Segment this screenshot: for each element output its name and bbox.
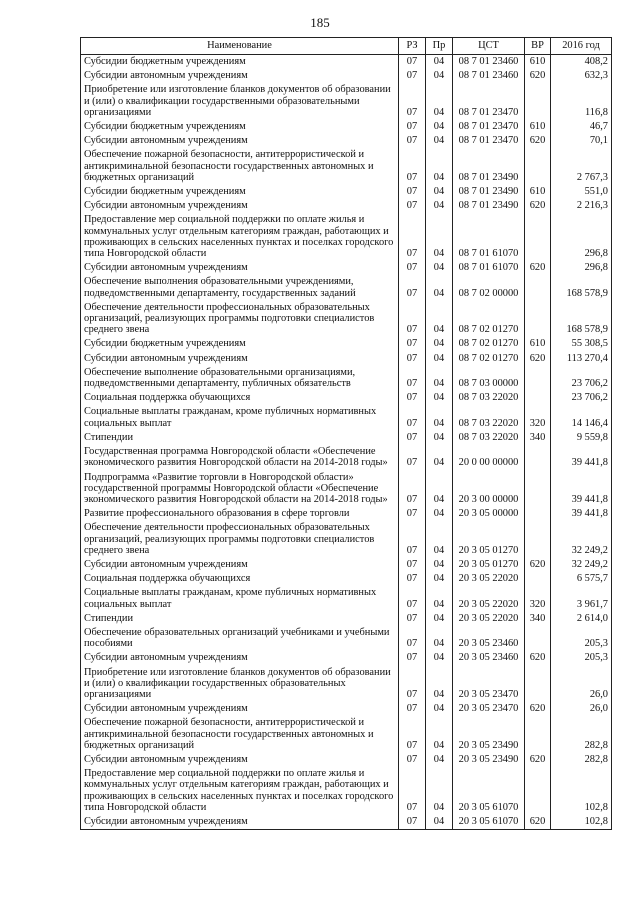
table-row xyxy=(81,612,612,626)
row-name: Субсидии автономным учреждениям xyxy=(81,69,399,83)
row-pr: 04 xyxy=(426,366,453,391)
row-pr: 04 xyxy=(426,558,453,572)
row-cst: 20 3 05 22020 xyxy=(453,612,525,626)
row-rz: 07 xyxy=(399,366,426,391)
table-row xyxy=(81,651,612,665)
row-sum: 32 249,2 xyxy=(551,521,612,558)
row-vr: 610 xyxy=(525,185,551,199)
row-pr: 04 xyxy=(426,55,453,70)
table-row xyxy=(81,767,612,815)
row-name: Социальные выплаты гражданам, кроме публичных нормативных социальных выплат xyxy=(81,586,399,611)
row-name: Социальная поддержка обучающихся xyxy=(81,391,399,405)
row-rz: 07 xyxy=(399,815,426,830)
row-cst: 08 7 01 23470 xyxy=(453,83,525,120)
row-name: Социальная поддержка обучающихся xyxy=(81,572,399,586)
row-name: Стипендии xyxy=(81,612,399,626)
row-cst: 08 7 01 61070 xyxy=(453,213,525,261)
row-rz: 07 xyxy=(399,69,426,83)
row-sum: 205,3 xyxy=(551,651,612,665)
row-cst: 08 7 01 23460 xyxy=(453,69,525,83)
table-row xyxy=(81,716,612,753)
row-vr xyxy=(525,626,551,651)
row-cst: 20 3 05 23470 xyxy=(453,702,525,716)
row-vr: 320 xyxy=(525,586,551,611)
row-pr: 04 xyxy=(426,445,453,470)
row-cst: 20 3 05 23460 xyxy=(453,651,525,665)
table-row xyxy=(81,352,612,366)
row-sum: 39 441,8 xyxy=(551,507,612,521)
row-sum: 3 961,7 xyxy=(551,586,612,611)
row-name: Предоставление мер социальной поддержки по оплате жилья и коммунальных услуг отдельным категориям граждан, работающих и проживающих в сельских населенных пунктах и поселках городского типа Новгородской области xyxy=(81,767,399,815)
row-name: Обеспечение образовательных организаций учебниками и учебными пособиями xyxy=(81,626,399,651)
row-pr: 04 xyxy=(426,69,453,83)
row-name: Стипендии xyxy=(81,431,399,445)
row-name: Субсидии автономным учреждениям xyxy=(81,651,399,665)
table-row xyxy=(81,134,612,148)
row-vr xyxy=(525,445,551,470)
header-cst: ЦСТ xyxy=(453,38,525,55)
row-cst: 20 3 05 23460 xyxy=(453,626,525,651)
row-cst: 08 7 03 22020 xyxy=(453,405,525,430)
table-row xyxy=(81,445,612,470)
row-pr: 04 xyxy=(426,185,453,199)
row-name: Обеспечение выполнения образовательными учреждениями, подведомственными департаменту, государственных заданий xyxy=(81,275,399,300)
row-name: Обеспечение деятельности профессиональных образовательных организаций, реализующих программы подготовки специалистов среднего звена xyxy=(81,301,399,338)
row-cst: 08 7 02 01270 xyxy=(453,352,525,366)
row-cst: 20 3 00 00000 xyxy=(453,471,525,508)
table-row xyxy=(81,148,612,185)
row-rz: 07 xyxy=(399,572,426,586)
row-pr: 04 xyxy=(426,83,453,120)
row-pr: 04 xyxy=(426,767,453,815)
row-rz: 07 xyxy=(399,83,426,120)
row-rz: 07 xyxy=(399,301,426,338)
row-vr: 620 xyxy=(525,199,551,213)
row-cst: 08 7 03 00000 xyxy=(453,366,525,391)
row-vr xyxy=(525,213,551,261)
row-pr: 04 xyxy=(426,815,453,830)
row-name: Субсидии автономным учреждениям xyxy=(81,352,399,366)
row-vr xyxy=(525,572,551,586)
row-name: Приобретение или изготовление бланков документов об образовании и (или) о квалификации государственных образовательных организациями xyxy=(81,666,399,703)
table-row xyxy=(81,626,612,651)
row-rz: 07 xyxy=(399,558,426,572)
row-vr xyxy=(525,767,551,815)
row-vr xyxy=(525,666,551,703)
row-cst: 20 3 05 01270 xyxy=(453,521,525,558)
row-cst: 20 3 05 01270 xyxy=(453,558,525,572)
budget-table xyxy=(80,37,612,830)
table-row xyxy=(81,261,612,275)
row-name: Социальные выплаты гражданам, кроме публичных нормативных социальных выплат xyxy=(81,405,399,430)
row-vr xyxy=(525,391,551,405)
table-row xyxy=(81,213,612,261)
row-sum: 282,8 xyxy=(551,753,612,767)
table-body xyxy=(81,55,612,830)
row-pr: 04 xyxy=(426,134,453,148)
row-cst: 20 0 00 00000 xyxy=(453,445,525,470)
row-pr: 04 xyxy=(426,521,453,558)
row-rz: 07 xyxy=(399,199,426,213)
row-rz: 07 xyxy=(399,261,426,275)
row-sum: 32 249,2 xyxy=(551,558,612,572)
row-rz: 07 xyxy=(399,507,426,521)
row-pr: 04 xyxy=(426,651,453,665)
row-cst: 08 7 01 23490 xyxy=(453,199,525,213)
row-vr: 620 xyxy=(525,558,551,572)
row-pr: 04 xyxy=(426,301,453,338)
row-sum: 296,8 xyxy=(551,261,612,275)
table-row xyxy=(81,199,612,213)
row-cst: 08 7 03 22020 xyxy=(453,391,525,405)
row-vr xyxy=(525,148,551,185)
row-vr xyxy=(525,507,551,521)
row-pr: 04 xyxy=(426,199,453,213)
row-vr xyxy=(525,275,551,300)
row-rz: 07 xyxy=(399,120,426,134)
row-pr: 04 xyxy=(426,666,453,703)
row-vr xyxy=(525,83,551,120)
row-name: Субсидии бюджетным учреждениям xyxy=(81,120,399,134)
row-cst: 20 3 05 61070 xyxy=(453,815,525,830)
row-vr: 620 xyxy=(525,69,551,83)
header-rz: РЗ xyxy=(399,38,426,55)
row-rz: 07 xyxy=(399,651,426,665)
row-cst: 08 7 01 23470 xyxy=(453,120,525,134)
row-name: Подпрограмма «Развитие торговли в Новгородской области» государственной программы Новгородской области «Обеспечение экономического развития Новгородской области на 2014-2018 годы» xyxy=(81,471,399,508)
row-name: Государственная программа Новгородской области «Обеспечение экономического развития Новгородской области на 2014-2018 годы» xyxy=(81,445,399,470)
row-name: Обеспечение пожарной безопасности, антитеррористической и антикриминальной безопасности государственных автономных и бюджетных организаций xyxy=(81,148,399,185)
row-vr: 320 xyxy=(525,405,551,430)
row-rz: 07 xyxy=(399,134,426,148)
row-pr: 04 xyxy=(426,716,453,753)
row-sum: 116,8 xyxy=(551,83,612,120)
table-row xyxy=(81,666,612,703)
row-sum: 408,2 xyxy=(551,55,612,70)
row-cst: 20 3 05 23490 xyxy=(453,716,525,753)
row-rz: 07 xyxy=(399,586,426,611)
row-rz: 07 xyxy=(399,55,426,70)
row-pr: 04 xyxy=(426,702,453,716)
row-rz: 07 xyxy=(399,626,426,651)
table-row xyxy=(81,431,612,445)
row-pr: 04 xyxy=(426,352,453,366)
table-row xyxy=(81,83,612,120)
row-pr: 04 xyxy=(426,337,453,351)
table-header-row xyxy=(81,38,612,55)
row-cst: 20 3 05 00000 xyxy=(453,507,525,521)
table-row xyxy=(81,405,612,430)
row-pr: 04 xyxy=(426,148,453,185)
table-row xyxy=(81,572,612,586)
table-row xyxy=(81,753,612,767)
row-pr: 04 xyxy=(426,586,453,611)
row-rz: 07 xyxy=(399,445,426,470)
row-rz: 07 xyxy=(399,391,426,405)
row-sum: 282,8 xyxy=(551,716,612,753)
table-row xyxy=(81,391,612,405)
row-pr: 04 xyxy=(426,261,453,275)
row-sum: 26,0 xyxy=(551,702,612,716)
header-vr: ВР xyxy=(525,38,551,55)
row-vr: 620 xyxy=(525,352,551,366)
row-vr: 340 xyxy=(525,431,551,445)
row-sum: 46,7 xyxy=(551,120,612,134)
row-rz: 07 xyxy=(399,666,426,703)
table-row xyxy=(81,702,612,716)
row-sum: 296,8 xyxy=(551,213,612,261)
row-name: Субсидии бюджетным учреждениям xyxy=(81,55,399,70)
row-sum: 632,3 xyxy=(551,69,612,83)
row-name: Субсидии автономным учреждениям xyxy=(81,261,399,275)
row-pr: 04 xyxy=(426,431,453,445)
row-vr: 620 xyxy=(525,815,551,830)
row-name: Субсидии бюджетным учреждениям xyxy=(81,337,399,351)
row-vr: 610 xyxy=(525,337,551,351)
row-sum: 2 614,0 xyxy=(551,612,612,626)
row-sum: 2 216,3 xyxy=(551,199,612,213)
row-sum: 168 578,9 xyxy=(551,275,612,300)
table-row xyxy=(81,185,612,199)
row-cst: 20 3 05 23490 xyxy=(453,753,525,767)
row-vr xyxy=(525,366,551,391)
table-row xyxy=(81,815,612,830)
header-pr: Пр xyxy=(426,38,453,55)
row-name: Субсидии автономным учреждениям xyxy=(81,753,399,767)
row-pr: 04 xyxy=(426,120,453,134)
row-sum: 2 767,3 xyxy=(551,148,612,185)
table-row xyxy=(81,507,612,521)
row-pr: 04 xyxy=(426,405,453,430)
row-pr: 04 xyxy=(426,507,453,521)
table-row xyxy=(81,366,612,391)
row-rz: 07 xyxy=(399,716,426,753)
row-name: Субсидии автономным учреждениям xyxy=(81,134,399,148)
row-cst: 08 7 01 23490 xyxy=(453,185,525,199)
row-sum: 102,8 xyxy=(551,767,612,815)
row-vr: 620 xyxy=(525,134,551,148)
row-rz: 07 xyxy=(399,352,426,366)
row-vr: 610 xyxy=(525,120,551,134)
table-row xyxy=(81,586,612,611)
row-cst: 08 7 02 01270 xyxy=(453,301,525,338)
row-cst: 08 7 03 22020 xyxy=(453,431,525,445)
row-rz: 07 xyxy=(399,337,426,351)
table-row xyxy=(81,521,612,558)
row-sum: 23 706,2 xyxy=(551,391,612,405)
row-vr: 620 xyxy=(525,753,551,767)
row-sum: 6 575,7 xyxy=(551,572,612,586)
table-row xyxy=(81,69,612,83)
table-row xyxy=(81,558,612,572)
row-sum: 14 146,4 xyxy=(551,405,612,430)
row-name: Субсидии автономным учреждениям xyxy=(81,702,399,716)
row-name: Предоставление мер социальной поддержки по оплате жилья и коммунальных услуг отдельным категориям граждан, работающих и проживающих в сельских населенных пунктах и поселках городского типа Новгородской области xyxy=(81,213,399,261)
row-name: Развитие профессионального образования в сфере торговли xyxy=(81,507,399,521)
row-cst: 20 3 05 22020 xyxy=(453,572,525,586)
row-name: Субсидии бюджетным учреждениям xyxy=(81,185,399,199)
row-sum: 551,0 xyxy=(551,185,612,199)
row-name: Обеспечение деятельности профессиональных образовательных организаций, реализующих программы подготовки специалистов среднего звена xyxy=(81,521,399,558)
row-vr xyxy=(525,521,551,558)
row-sum: 205,3 xyxy=(551,626,612,651)
table-row xyxy=(81,55,612,70)
row-sum: 26,0 xyxy=(551,666,612,703)
row-vr xyxy=(525,716,551,753)
row-pr: 04 xyxy=(426,626,453,651)
row-rz: 07 xyxy=(399,767,426,815)
row-name: Субсидии автономным учреждениям xyxy=(81,199,399,213)
table-row xyxy=(81,471,612,508)
row-pr: 04 xyxy=(426,391,453,405)
row-vr xyxy=(525,301,551,338)
row-cst: 08 7 01 23470 xyxy=(453,134,525,148)
row-name: Приобретение или изготовление бланков документов об образовании и (или) о квалификации государственными образовательными организациями xyxy=(81,83,399,120)
table-row xyxy=(81,301,612,338)
row-vr: 610 xyxy=(525,55,551,70)
row-pr: 04 xyxy=(426,572,453,586)
header-sum: 2016 год xyxy=(551,38,612,55)
row-sum: 23 706,2 xyxy=(551,366,612,391)
row-name: Обеспечение выполнение образовательными организациями, подведомственными департаменту, публичных обязательств xyxy=(81,366,399,391)
row-sum: 70,1 xyxy=(551,134,612,148)
table-row xyxy=(81,120,612,134)
header-name: Наименование xyxy=(81,38,399,55)
row-rz: 07 xyxy=(399,405,426,430)
row-name: Субсидии автономным учреждениям xyxy=(81,815,399,830)
row-rz: 07 xyxy=(399,753,426,767)
row-sum: 39 441,8 xyxy=(551,445,612,470)
row-sum: 113 270,4 xyxy=(551,352,612,366)
row-cst: 20 3 05 61070 xyxy=(453,767,525,815)
row-name: Субсидии автономным учреждениям xyxy=(81,558,399,572)
row-vr: 620 xyxy=(525,702,551,716)
row-cst: 08 7 01 23490 xyxy=(453,148,525,185)
row-vr: 620 xyxy=(525,261,551,275)
row-rz: 07 xyxy=(399,213,426,261)
row-rz: 07 xyxy=(399,431,426,445)
row-pr: 04 xyxy=(426,471,453,508)
row-name: Обеспечение пожарной безопасности, антитеррористической и антикриминальной безопасности государственных автономных и бюджетных организаций xyxy=(81,716,399,753)
row-pr: 04 xyxy=(426,612,453,626)
row-rz: 07 xyxy=(399,275,426,300)
row-pr: 04 xyxy=(426,275,453,300)
table-row xyxy=(81,275,612,300)
row-cst: 20 3 05 23470 xyxy=(453,666,525,703)
row-vr: 340 xyxy=(525,612,551,626)
row-rz: 07 xyxy=(399,702,426,716)
row-rz: 07 xyxy=(399,521,426,558)
row-sum: 39 441,8 xyxy=(551,471,612,508)
table-row xyxy=(81,337,612,351)
row-cst: 08 7 02 00000 xyxy=(453,275,525,300)
row-sum: 102,8 xyxy=(551,815,612,830)
page-number: 185 xyxy=(310,15,330,30)
row-sum: 9 559,8 xyxy=(551,431,612,445)
row-vr xyxy=(525,471,551,508)
row-cst: 08 7 01 61070 xyxy=(453,261,525,275)
row-pr: 04 xyxy=(426,753,453,767)
row-cst: 20 3 05 22020 xyxy=(453,586,525,611)
row-sum: 55 308,5 xyxy=(551,337,612,351)
row-rz: 07 xyxy=(399,185,426,199)
row-vr: 620 xyxy=(525,651,551,665)
row-cst: 08 7 01 23460 xyxy=(453,55,525,70)
row-pr: 04 xyxy=(426,213,453,261)
row-sum: 168 578,9 xyxy=(551,301,612,338)
row-cst: 08 7 02 01270 xyxy=(453,337,525,351)
row-rz: 07 xyxy=(399,612,426,626)
row-rz: 07 xyxy=(399,148,426,185)
row-rz: 07 xyxy=(399,471,426,508)
